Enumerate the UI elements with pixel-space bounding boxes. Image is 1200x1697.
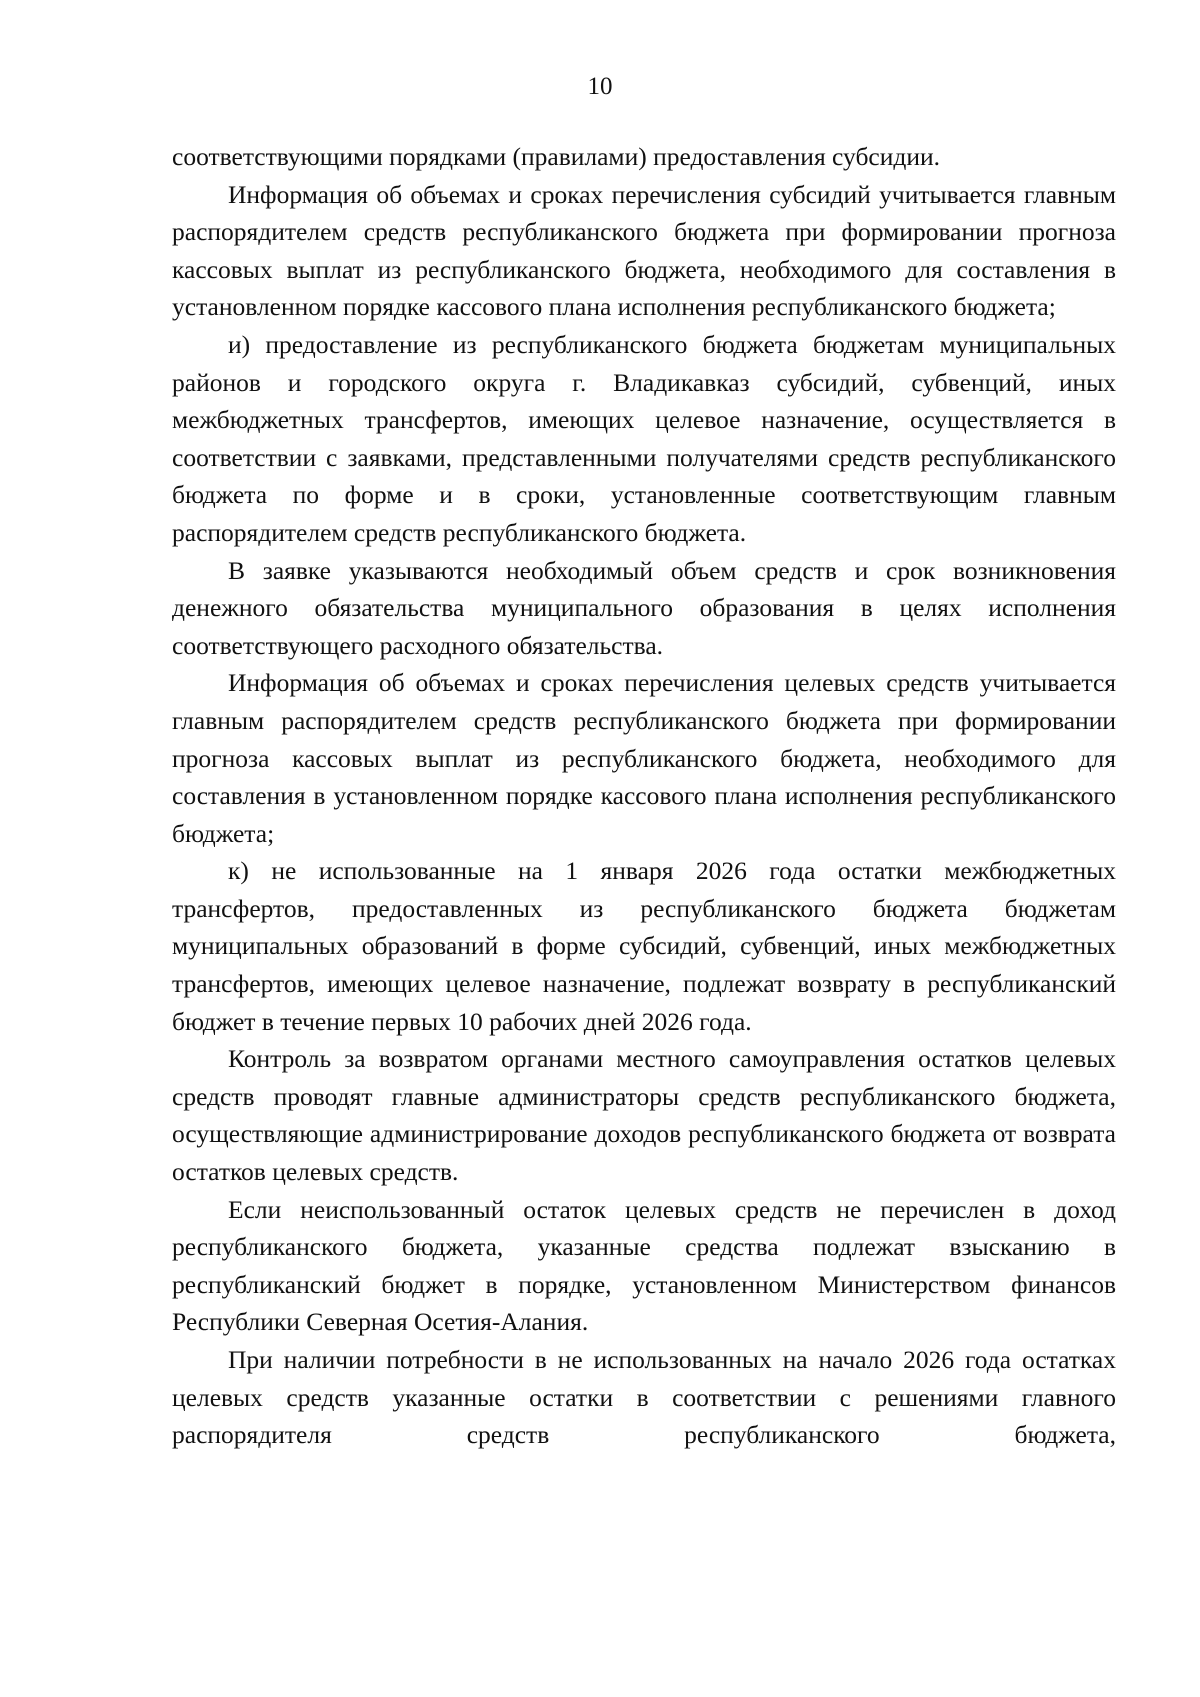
- paragraph-continuation: соответствующими порядками (правилами) предоставления субсидии.: [172, 142, 941, 171]
- paragraph-application: В заявке указываются необходимый объем средств и срок возникновения денежного обязательства муниципального образования в целях исполнения соответствующего расходного обязательства.: [172, 555, 1116, 660]
- paragraph-recovery: Если неиспользованный остаток целевых средств не перечислен в доход республиканского бюджета, указанные средства подлежат взысканию в республиканский бюджет в порядке, установленном Министерством финансов Республики Северная Осетия-Алания.: [172, 1194, 1116, 1337]
- paragraph-subsidy-info: Информация об объемах и сроках перечисления субсидий учитывается главным распорядителем средств республиканского бюджета при формировании прогноза кассовых выплат из республиканского бюджета, необходимого для составления в установленном порядке кассового плана исполнения республиканского бюджета;: [172, 179, 1116, 322]
- document-body: [172, 138, 1116, 1454]
- paragraph-item-k: к) не использованные на 1 января 2026 года остатки межбюджетных трансфертов, предоставленных из республиканского бюджета бюджетам муниципальных образований в форме субсидий, субвенций, иных межбюджетных трансфертов, имеющих целевое назначение, подлежат возврату в республиканский бюджет в течение первых 10 рабочих дней 2026 года.: [172, 856, 1116, 1036]
- page-number: 10: [587, 73, 613, 100]
- paragraph-target-funds-info: Информация об объемах и сроках перечисления целевых средств учитывается главным распорядителем средств республиканского бюджета при формировании прогноза кассовых выплат из республиканского бюджета, необходимого для составления в установленном порядке кассового плана исполнения республиканского бюджета;: [172, 668, 1116, 848]
- paragraph-remaining-need: При наличии потребности в не использованных на начало 2026 года остатках целевых средств указанные остатки в соответствии с решениями главного распорядителя средств республиканского бюджета,: [172, 1345, 1116, 1450]
- paragraph-item-i: и) предоставление из республиканского бюджета бюджетам муниципальных районов и городского округа г. Владикавказ субсидий, субвенций, иных межбюджетных трансфертов, имеющих целевое назначение, осуществляется в соответствии с заявками, представленными получателями средств республиканского бюджета по форме и в сроки, установленные соответствующим главным распорядителем средств республиканского бюджета.: [172, 329, 1116, 547]
- paragraph-control: Контроль за возвратом органами местного самоуправления остатков целевых средств проводят главные администраторы средств республиканского бюджета, осуществляющие администрирование доходов республиканского бюджета от возврата остатков целевых средств.: [172, 1044, 1116, 1187]
